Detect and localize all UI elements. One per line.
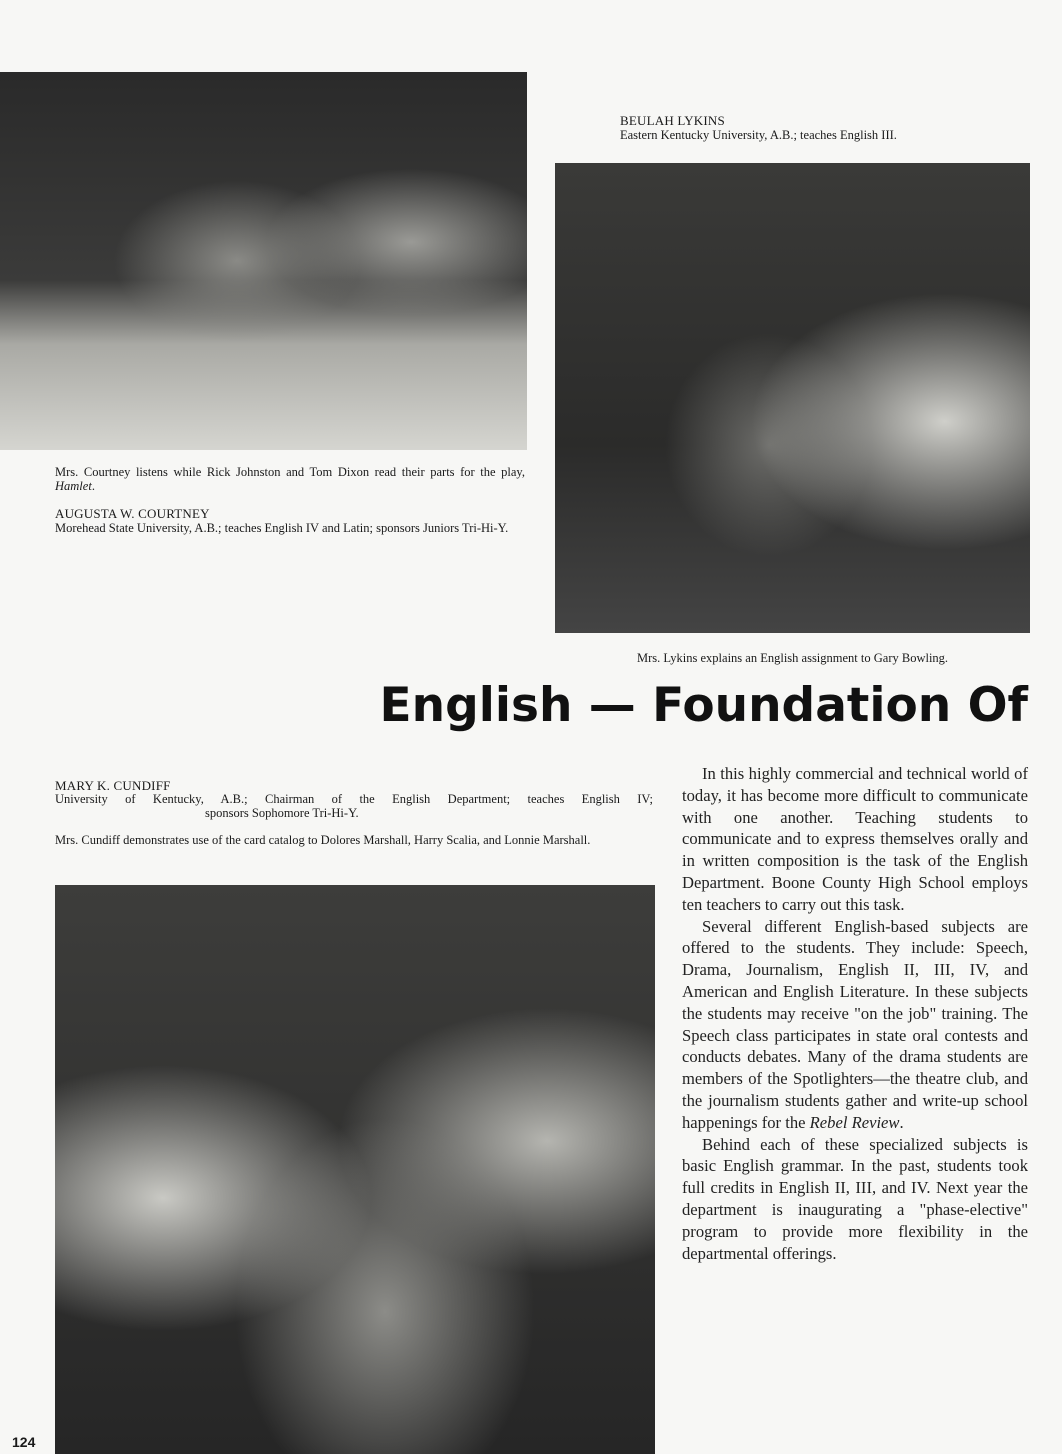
page-title: English — Foundation Of	[379, 678, 1028, 733]
paragraph-text: .	[899, 1112, 904, 1132]
courtney-photo-caption	[55, 465, 525, 493]
lykins-credentials: Eastern Kentucky University, A.B.; teaches English III.	[620, 128, 897, 142]
cundiff-name: MARY K. CUNDIFF	[55, 778, 171, 793]
article-body	[682, 763, 1028, 1264]
publication-title: Rebel Review	[809, 1112, 900, 1132]
photo-lykins-blackboard	[555, 163, 1030, 633]
caption-text: .	[91, 479, 95, 493]
courtney-name: AUGUSTA W. COURTNEY	[55, 506, 210, 521]
lykins-photo-caption: Mrs. Lykins explains an English assignment to Gary Bowling.	[636, 651, 949, 665]
paragraph: In this highly commercial and technical world of today, it has become more difficult to communicate with one another. Teaching students to communicate and to express themselves orally and in written composition is the task of the English Department. Boone County High School employs ten teachers to carry out this task.	[682, 764, 1028, 914]
courtney-credentials: Morehead State University, A.B.; teaches English IV and Latin; sponsors Juniors Tri-Hi-Y.	[55, 521, 509, 535]
photo-courtney-class-hamlet	[0, 72, 527, 450]
credentials-line: University of Kentucky, A.B.; Chairman of the English Department; teaches English IV;	[55, 792, 653, 806]
page-number: 124	[12, 1434, 36, 1450]
credentials-line: sponsors Sophomore Tri-Hi-Y.	[205, 806, 359, 820]
paragraph: Behind each of these specialized subjects is basic English grammar. In the past, students took full credits in English II, III, and IV. Next year the department is inaugurating a "phase-elective" program to provide more flexibility in the departmental offerings.	[682, 1134, 1028, 1263]
paragraph	[682, 916, 1028, 1134]
caption-text: Mrs. Courtney listens while Rick Johnston and Tom Dixon read their parts for the play,	[55, 465, 525, 479]
lykins-name: BEULAH LYKINS	[620, 113, 725, 128]
cundiff-credentials	[55, 792, 653, 820]
paragraph-text: Several different English-based subjects are offered to the students. They include: Speech, Drama, Journalism, English II, III, IV, and American and English Literature. In these subjects the students may receive "on the job" training. The Speech class participates in state oral contests and conducts debates. Many of the drama students are members of the Spotlighters—the theatre club, and the journalism students gather and write-up school happenings for the	[682, 916, 1028, 1132]
photo-cundiff-card-catalog	[55, 885, 655, 1454]
cundiff-photo-caption: Mrs. Cundiff demonstrates use of the card catalog to Dolores Marshall, Harry Scalia, and Lonnie Marshall.	[55, 833, 591, 847]
caption-italic: Hamlet	[55, 479, 92, 493]
